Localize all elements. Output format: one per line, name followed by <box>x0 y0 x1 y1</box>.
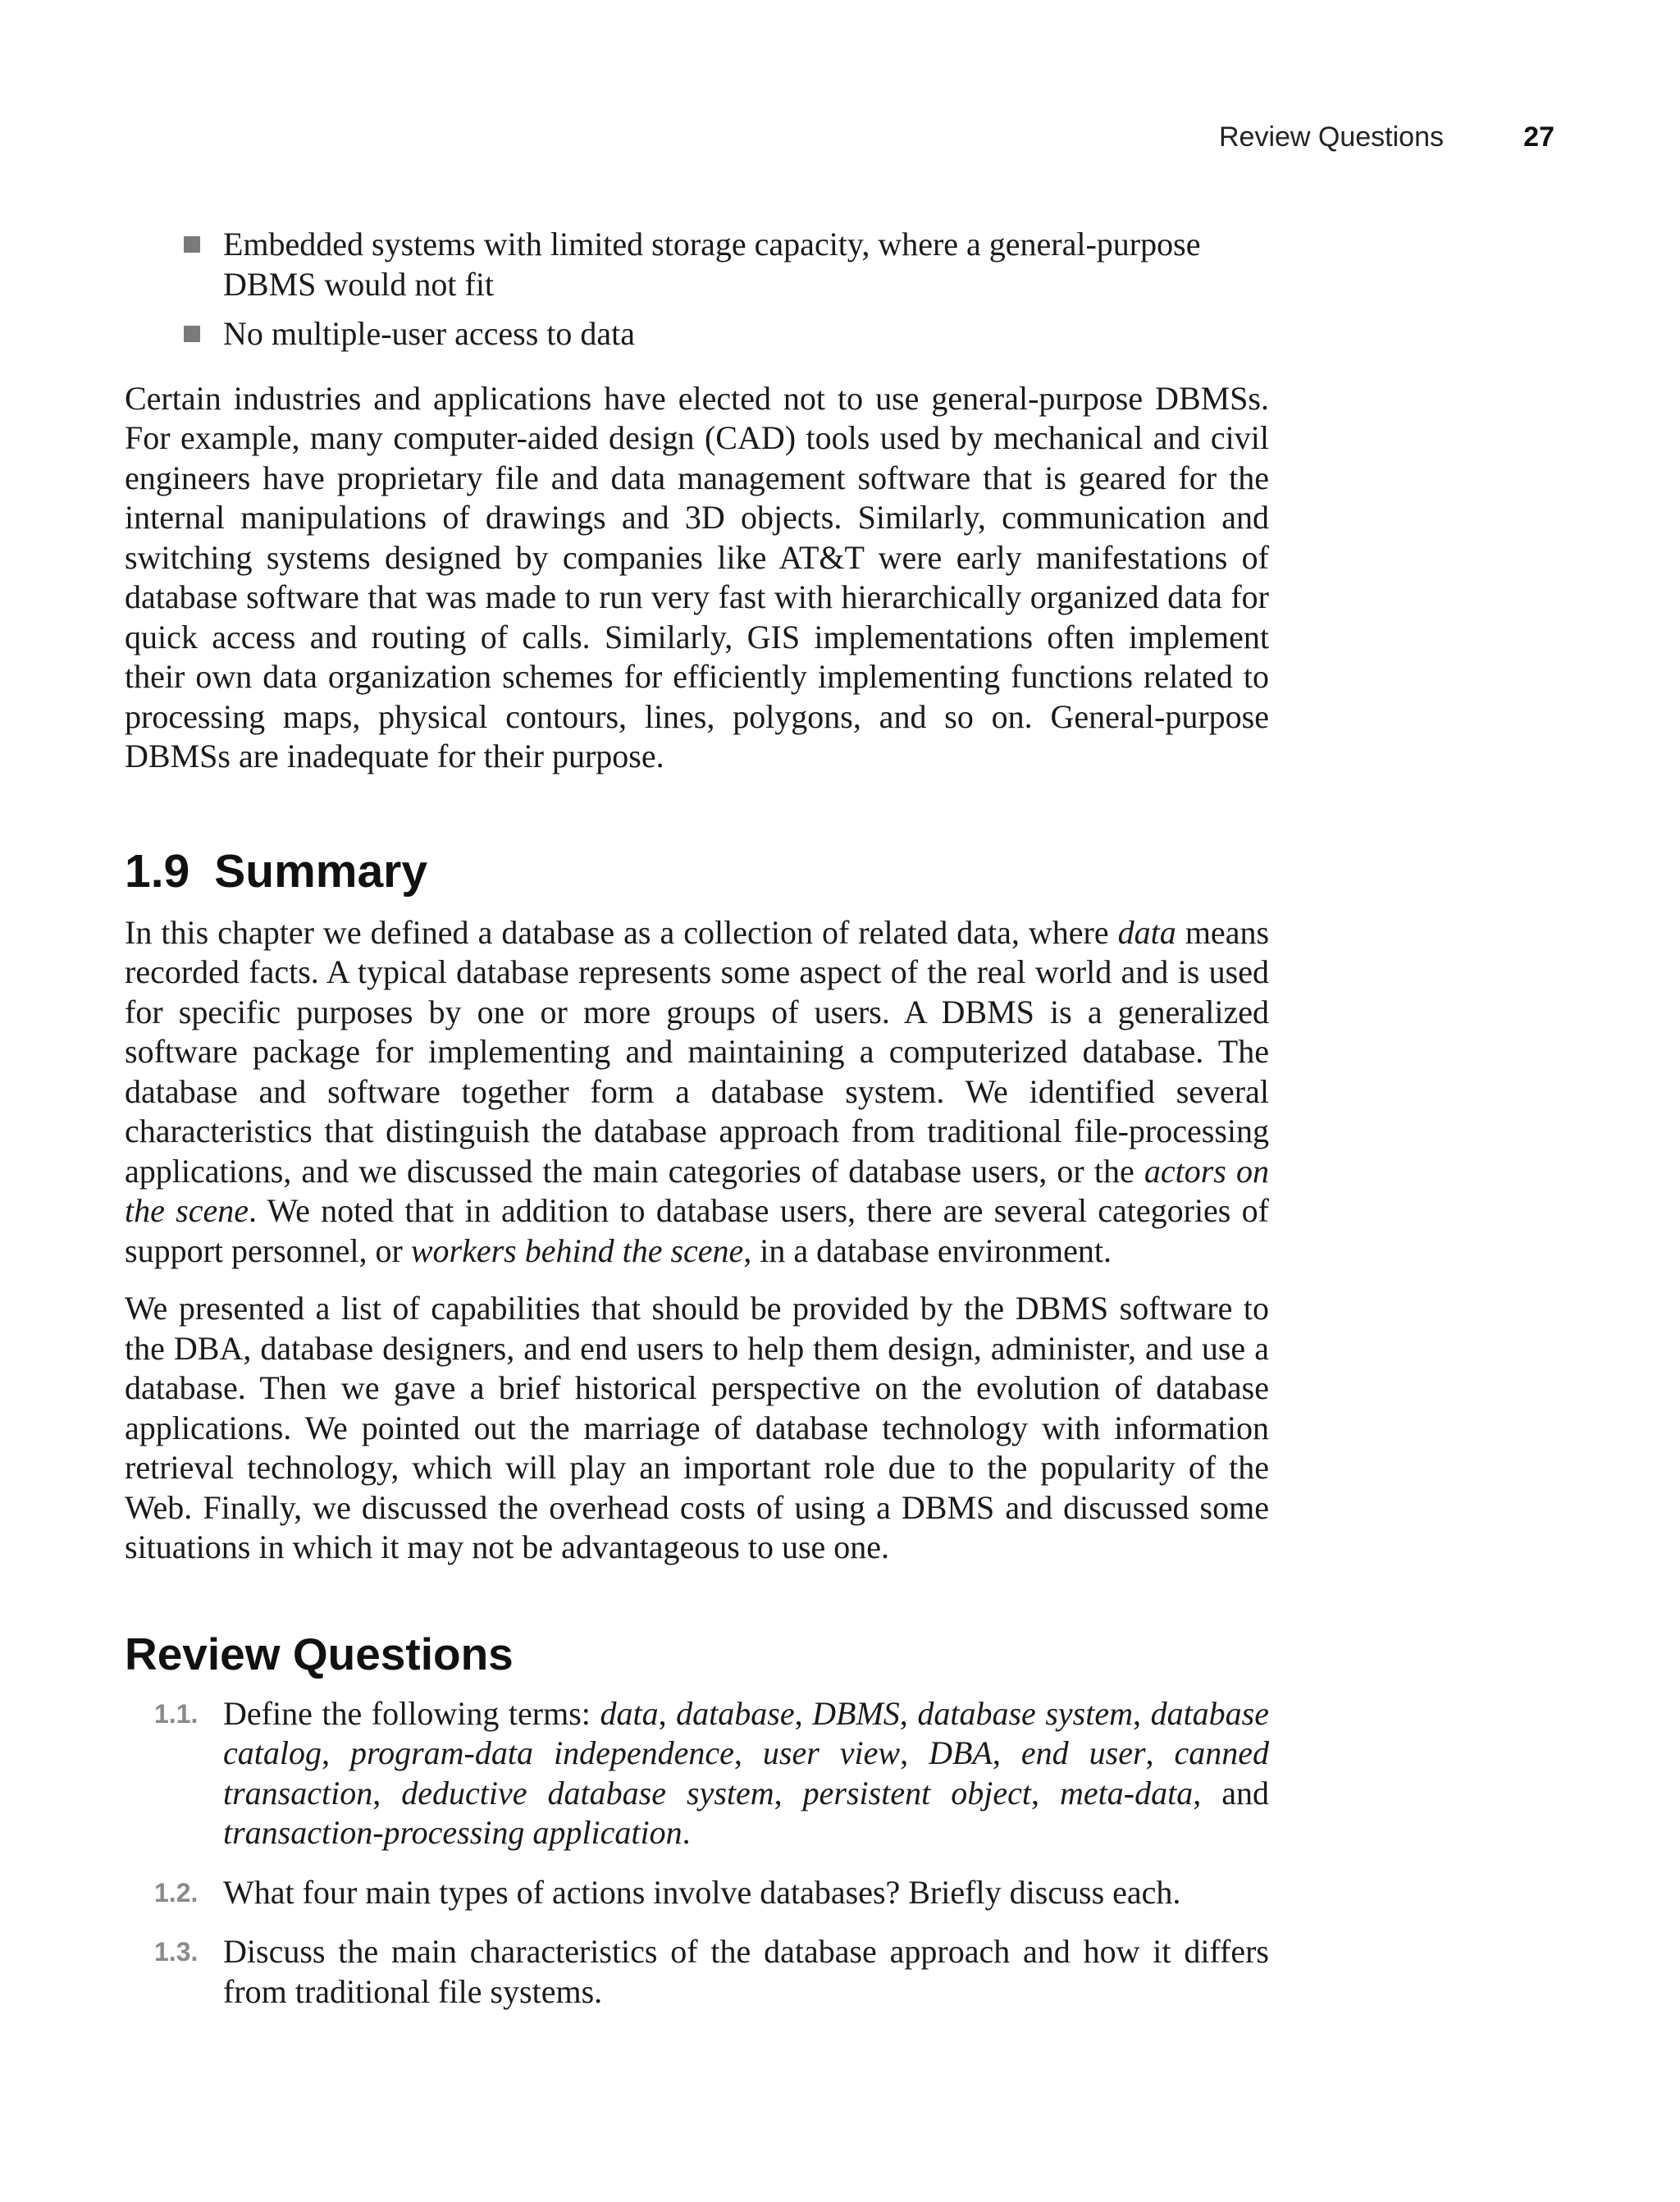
review-questions-heading: Review Questions <box>125 1628 514 1679</box>
section-number: 1.9 <box>125 844 190 898</box>
bullet-text: Embedded systems with limited storage capacity, where a general-purpose DBMS would not fit <box>223 226 1201 303</box>
question-number: 1.3. <box>154 1937 199 1967</box>
question-text: Discuss the main characteristics of the database approach and how it differs from traditional file systems. <box>223 1933 1269 2010</box>
question-number: 1.1. <box>154 1698 199 1729</box>
question-text: What four main types of actions involve databases? Briefly discuss each. <box>223 1873 1181 1911</box>
emphasis: workers behind the scene <box>410 1231 744 1269</box>
review-question <box>125 1932 1269 2012</box>
square-bullet-icon <box>184 236 200 253</box>
square-bullet-icon <box>184 326 200 342</box>
bullet-list <box>125 225 1269 354</box>
list-item <box>125 225 1269 304</box>
intro-paragraph: Certain industries and applications have elected not to use general-purpose DBMSs. For example, many computer-aided design (CAD) tools used by mechanical and civil engineers have proprietary file and data management software that is geared for the internal manipulations of drawings and 3D objects. Similarly, communication and switching systems designed by companies like AT&T were early manifestations of database software that was made to run very fast with hierarchically organized data for quick access and routing of calls. Similarly, GIS implementations often implement their own data organization schemes for efficiently implementing functions related to processing maps, physical contours, lines, polygons, and so on. General-purpose DBMSs are inadequate for their purpose. <box>125 379 1269 774</box>
page-content <box>125 225 1269 2031</box>
running-header-title: Review Questions <box>1218 121 1444 153</box>
emphasis: actors on the scene <box>125 1152 1269 1229</box>
review-question-list <box>125 1694 1269 2012</box>
running-header <box>0 121 1554 154</box>
page-number: 27 <box>1523 121 1554 153</box>
question-number: 1.2. <box>154 1877 199 1907</box>
summary-paragraph-2: We presented a list of capabilities that should be provided by the DBMS software to the DBA, database designers, and end users to help them design, administer, and use a database. Then we gave a brief historical perspective on the evolution of database applications. We pointed out the marriage of database technology with information retrieval technology, which will play an important role due to the popularity of the Web. Finally, we discussed the overhead costs of using a DBMS and discussed some situations in which it may not be advantageous to use one. <box>125 1290 1269 1565</box>
list-item <box>125 314 1269 354</box>
summary-paragraph-1: In this chapter we defined a database as a collection of related data, where data means recorded facts. A typical database represents some aspect of the real world and is used for specific purposes by one or more groups of users. A DBMS is a generalized software package for implementing and maintaining a computerized database. The database and software together form a database system. We identified several characteristics that distinguish the database approach from traditional file-processing applications, and we discussed the main categories of database users, or the actors on the scene. We noted that in addition to database users, there are several categories of support personnel, or workers behind the scene, in a database environment. <box>125 913 1270 1269</box>
review-question <box>125 1873 1269 1913</box>
section-heading <box>125 843 1269 900</box>
emphasis: data <box>1117 913 1176 951</box>
bullet-text: No multiple-user access to data <box>223 315 636 352</box>
section-title: Summary <box>214 844 428 898</box>
review-question: 1.1. Define the following terms: data, database, DBMS, database system, database catalog, program-data independence, user view, DBA, end user, canned transaction, deductive database system, persistent object, meta-data, and transaction-processing application. <box>154 1694 1270 1851</box>
